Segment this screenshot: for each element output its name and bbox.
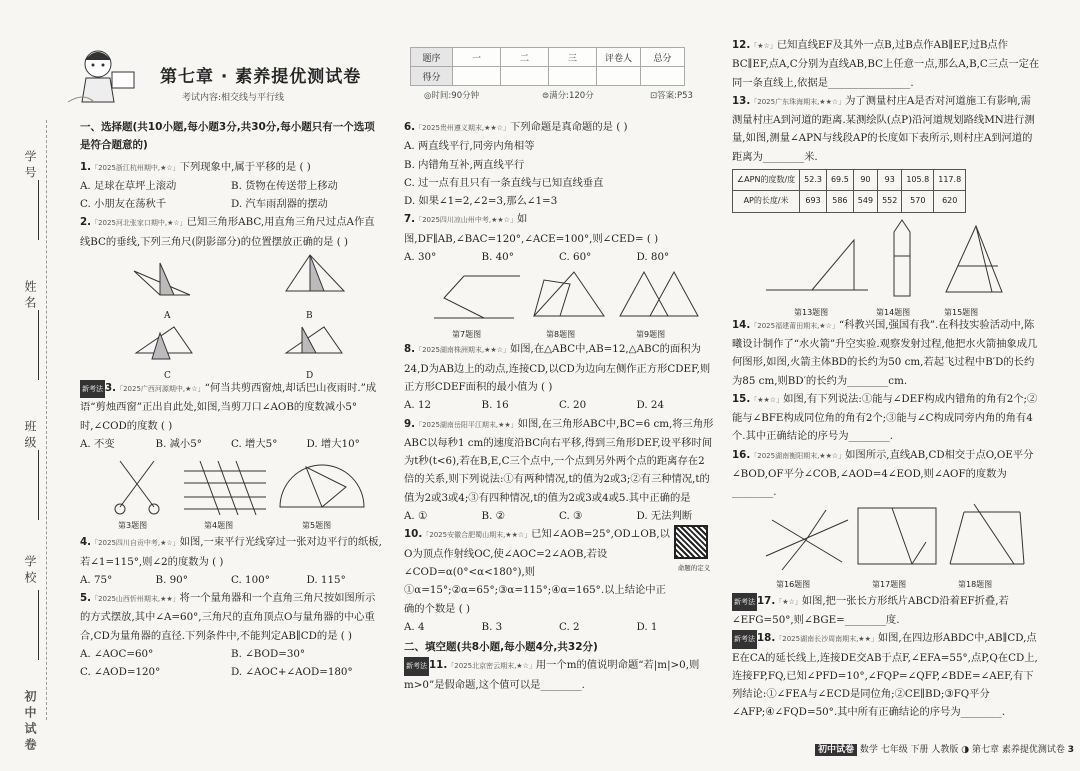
option-d[interactable]: D. ∠AOC+∠AOD=180° <box>231 666 353 679</box>
question-tag: 「2025安徽合肥蜀山期末,★★☆」 <box>422 531 532 540</box>
option-c[interactable]: C. 20 <box>559 399 587 412</box>
question-text: 为了测量村庄A是否对河道施工有影响,需测量村庄A到河道的距离.某测绘队(点P)沿河道规划路线MN进行测量,如图,测量∠APN与线段AP的长度如下表所示,则村庄A到河道的距离为________米. <box>732 94 1035 163</box>
question-text: 已知直线EF及其外一点B,过B点作AB∥EF,过B点作BC∥EF,点A,C分别为直线AB,BC上任意一点,那么A,B,C三点一定在同一条直线上,依据是________________. <box>732 39 1040 89</box>
fill-line <box>38 310 39 380</box>
footer-text: 数学 七年级 下册 人教版 ◑ 第七章 素养提优测试卷 <box>859 745 1065 755</box>
column-3 <box>732 36 1040 722</box>
option-d[interactable]: D. 24 <box>636 399 665 412</box>
page-title: 第七章 · 素养提优测试卷 <box>160 67 362 87</box>
q7-9-figures <box>404 266 714 340</box>
option-d[interactable]: D. 80° <box>636 251 670 264</box>
q13-15-figures <box>732 216 1040 316</box>
question-number: 7. <box>404 213 416 226</box>
figure-caption: 第15题图 <box>944 307 979 317</box>
figure-caption: 第17题图 <box>872 579 907 589</box>
score-cell[interactable] <box>549 67 597 86</box>
question-text: 如图,把一张长方形纸片ABCD沿着EF折叠,若∠EFG=50°,则∠BGE=________度. <box>732 594 1009 626</box>
option-b[interactable]: B. 货物在传送带上移动 <box>231 179 338 192</box>
option-a[interactable]: A. 4 <box>404 620 425 633</box>
question-number: 10. <box>404 528 423 541</box>
question-text: 如图所示,直线AB,CD相交于点O,OE平分∠BOD,OF平分∠COB,∠AOD=4∠EOD,则∠AOF的度数为________. <box>732 448 1034 499</box>
figure-label-b: B <box>306 311 313 322</box>
figure-caption: 第5题图 <box>302 521 332 531</box>
question-text: 如图,有下列说法:①能与∠DEF构成内错角的角有2个;②能与∠BFE构成同位角的角有2个;③能与∠C构成同旁内角的角有4个.其中正确结论的序号为________. <box>732 392 1038 443</box>
option-a[interactable]: A. ∠AOC=60° <box>80 648 154 661</box>
header <box>64 40 724 106</box>
footer <box>815 742 1074 755</box>
options <box>404 618 714 636</box>
intersecting-lines-figure <box>762 506 852 572</box>
option-c[interactable]: C. 过一点有且只有一条直线与已知直线垂直 <box>404 176 604 189</box>
option-c[interactable]: C. ③ <box>559 510 583 523</box>
question-number: 17. <box>757 594 776 607</box>
page-subtitle: 考试内容:相交线与平行线 <box>182 93 285 103</box>
option-d[interactable]: D. 如果∠1=2,∠2=3,那么∠1=3 <box>404 195 558 208</box>
question-tag: 「2025河北张家口期中,★☆」 <box>91 219 187 228</box>
table-cell: 69.5 <box>826 170 853 191</box>
q16-18-figures <box>732 502 1040 592</box>
question-text: 将一个量角器和一个直角三角尺按如图所示的方式摆放,其中∠A=60°,三角尺的直角顶点O与量角器的中心重合,CD为量角器的直径.下列条件中,不能判定AB∥CD的是 ( ) <box>80 592 376 642</box>
question-text: 如图,在三角形ABC中,BC=6 cm,将三角形ABC以每秒1 cm的速度沿BC向右平移,得到三角形DEF,设平移时间为t秒(t<6),若在B,E,C三个点中,一个点到另外两个点的距离存在2倍的关系,则下列说法:①有两种情况,t的值为2或3;②有三种情况,t的值为2或3或4;③有四种情况,t的值为2或3或4或5.其中正确的是 <box>404 417 714 504</box>
water-rocket-figure <box>882 216 922 300</box>
cut-line <box>46 120 47 720</box>
table-header: ∠APN的度数/度 <box>733 170 800 191</box>
triangle-figure-a <box>130 255 200 307</box>
question-tag: 「★☆」 <box>750 42 777 50</box>
question-tag: 「★☆」 <box>775 597 802 606</box>
table-cell: 620 <box>934 191 966 212</box>
figure-label-c: C <box>164 371 171 382</box>
column-2 <box>404 118 714 694</box>
option-a[interactable]: A. 30° <box>404 251 437 264</box>
options <box>80 645 382 663</box>
option-c[interactable]: C. 60° <box>559 251 592 264</box>
q2-figures <box>80 251 382 382</box>
new-method-badge: 新考法 <box>732 630 757 648</box>
question-number: 5. <box>80 592 92 605</box>
question-text: 下列命题是真命题的是 ( ) <box>509 121 628 133</box>
question-text: “何当共剪西窗烛,却话巴山夜雨时.”成语“剪烛西窗”正出自此处,如图,当剪刀口∠AOB的度数减小5°时,∠COD的度数 ( ) <box>80 382 377 432</box>
figure-label-d: D <box>306 371 314 382</box>
angles-figure <box>936 222 1012 300</box>
parallel-light-figure <box>180 457 270 515</box>
option-c[interactable]: C. 增大5° <box>231 437 278 450</box>
qr-caption: 命题的定义 <box>677 564 711 573</box>
score-cell[interactable] <box>501 67 549 86</box>
mascot-icon <box>64 42 152 106</box>
question-tag: 「2025湖南岳阳平江期末,★★」 <box>415 420 518 429</box>
figure-caption: 第16题图 <box>776 579 811 589</box>
parallel-lines-figure <box>424 268 524 324</box>
score-header: 一 <box>453 48 501 67</box>
triangle-figure-c <box>130 323 200 369</box>
new-method-badge: 新考法 <box>404 657 429 675</box>
label-banji: 班级 <box>23 420 37 452</box>
figure-label-a: A <box>164 311 171 322</box>
question-tag: 「2025广西河源期中,★☆」 <box>116 385 205 394</box>
option-d[interactable]: D. 1 <box>636 620 658 633</box>
option-d[interactable]: D. 115° <box>306 573 346 586</box>
square-triangle-figure <box>524 266 610 324</box>
figure-caption: 第14题图 <box>876 307 911 317</box>
question-number: 12. <box>732 39 751 51</box>
question-text: 已知∠AOB=25°,OD⊥OB,以O为顶点作射线OC,使∠AOC=2∠AOB,若设∠COD=α(0°<α<180°),则①α=15°;②α=65°;③α=115°;④α=165°.以上结论中正确的个数是 ( ) <box>404 528 670 615</box>
table-cell: 93 <box>878 170 902 191</box>
figure-caption: 第9题图 <box>636 330 666 340</box>
score-table <box>410 47 685 86</box>
question-tag: 「2025福建莆田期末,★☆」 <box>750 321 839 330</box>
table-cell: 552 <box>878 191 902 212</box>
table-header: AP的长度/米 <box>733 191 800 212</box>
quadrilateral-figure <box>944 502 1028 572</box>
figure-caption: 第18题图 <box>958 579 993 589</box>
option-a[interactable]: A. 足球在草坪上滚动 <box>80 179 177 192</box>
page-number: 3 <box>1067 745 1074 755</box>
figure-caption: 第13题图 <box>794 307 829 317</box>
option-d[interactable]: D. 增大10° <box>306 437 360 450</box>
river-figure <box>762 224 872 300</box>
question-tag: 「2025湖南衡阳期末,★★☆」 <box>750 451 846 460</box>
table-cell: 105.8 <box>902 170 934 191</box>
new-method-badge: 新考法 <box>732 593 757 611</box>
triangle-figure-d <box>280 323 350 369</box>
question-number: 6. <box>404 121 416 133</box>
option-a[interactable]: A. 75° <box>80 573 113 586</box>
section-heading: 一、选择题(共10小题,每小题3分,共30分,每小题只有一个选项是符合题意的) <box>80 121 375 152</box>
question-text: 如图,一束平行光线穿过一张对边平行的纸板,若∠1=115°,则∠2的度数为 ( ) <box>80 536 382 568</box>
question-number: 13. <box>732 94 751 107</box>
triangle-figure-b <box>280 251 350 307</box>
option-b[interactable]: B. ② <box>481 510 505 523</box>
option-b[interactable]: B. 内错角互补,两直线平行 <box>404 158 525 171</box>
question-number: 15. <box>732 392 751 405</box>
options <box>80 571 382 589</box>
options <box>404 507 714 525</box>
figure-caption: 第3题图 <box>118 521 148 531</box>
score-header: 三 <box>549 48 597 67</box>
question-text: 下列现象中,属于平移的是 ( ) <box>179 160 311 173</box>
options <box>404 396 714 414</box>
table-cell: 117.8 <box>934 170 966 191</box>
option-a[interactable]: A. ① <box>404 510 428 523</box>
table-cell: 52.3 <box>800 170 827 191</box>
option-a[interactable]: A. 不变 <box>80 437 115 450</box>
figure-caption: 第7题图 <box>452 330 482 340</box>
q3-5-figures <box>80 453 382 533</box>
question-tag: 「2025贵州遵义期末,★★☆」 <box>415 124 510 132</box>
question-number: 4. <box>80 536 92 549</box>
question-number: 3. <box>105 382 117 395</box>
translation-figure <box>614 266 706 324</box>
question-number: 1. <box>80 160 92 173</box>
question-text: 已知三角形ABC,用直角三角尺过点A作直线BC的垂线,下列三角尺(阴影部分)的位置摆放正确的是 ( ) <box>80 216 375 248</box>
option-b[interactable]: B. 减小5° <box>155 437 202 450</box>
question-text: 用一个m的值说明命题“若|m|>0,则m>0”是假命题,这个值可以是________. <box>404 659 700 691</box>
option-b[interactable]: B. 40° <box>481 251 514 264</box>
section-heading: 二、填空题(共8小题,每小题4分,共32分) <box>404 641 598 654</box>
question-tag: 「2025湖南长沙周南期末,★★」 <box>775 635 878 644</box>
exam-time: ◎时间:90分钟 <box>424 91 480 101</box>
measurement-table <box>732 169 966 213</box>
table-cell: 549 <box>853 191 877 212</box>
score-cell[interactable] <box>453 67 501 86</box>
question-tag: 「2025北京密云期末,★☆」 <box>447 662 536 671</box>
option-c[interactable]: C. 100° <box>231 573 270 586</box>
new-method-badge: 新考法 <box>80 380 105 398</box>
options <box>80 435 382 453</box>
question-number: 8. <box>404 343 416 356</box>
label-xuehao: 学号 <box>23 150 37 182</box>
table-cell: 693 <box>800 191 827 212</box>
option-b[interactable]: B. 90° <box>155 573 188 586</box>
label-xingming: 姓名 <box>23 280 37 312</box>
question-number: 11. <box>429 659 448 672</box>
option-b[interactable]: B. 16 <box>481 399 509 412</box>
options <box>404 248 714 266</box>
question-text: “科教兴国,强国有我”.在科技实验活动中,陈曦设计制作了“水火箭”升空实验.观察发射过程,他把水火箭抽象成几何图形,如图,火箭主体BD的长约为50 cm,若起飞过程中B′D的长约为85 cm,则BD′的长约为________cm. <box>732 318 1038 387</box>
question-number: 14. <box>732 318 751 331</box>
question-tag: 「2025四川自贡中考,★☆」 <box>91 539 180 548</box>
question-text: 如图,DF∥AB,∠BAC=120°,∠ACE=100°,则∠CED= ( ) <box>404 213 659 245</box>
score-header: 二 <box>501 48 549 67</box>
figure-caption: 第4题图 <box>204 521 234 531</box>
question-tag: 「2025山西忻州期末,★★」 <box>91 595 180 604</box>
question-tag: 「2025四川凉山州中考,★★☆」 <box>415 216 517 225</box>
score-cell[interactable] <box>597 67 641 86</box>
question-number: 2. <box>80 216 92 229</box>
options <box>80 177 382 195</box>
question-tag: 「★★☆」 <box>750 395 784 404</box>
exam-full-score: ⊜满分:120分 <box>542 91 594 101</box>
fill-line <box>38 180 39 240</box>
question-tag: 「2025浙江杭州期中,★☆」 <box>91 163 180 172</box>
fill-line <box>38 450 39 520</box>
column-1 <box>80 118 382 682</box>
qr-block <box>674 525 714 617</box>
question-text: 如图,在△ABC中,AB=12,△ABC的面积为24,D为AB边上的动点,连接CD,以CD为边向左侧作正方形CDEF,则正方形CDEF面积的最小值为 ( ) <box>404 343 711 393</box>
exam-answer-page: ⊡答案:P53 <box>650 91 693 101</box>
fill-line <box>38 590 39 660</box>
question-number: 16. <box>732 448 751 461</box>
option-c[interactable]: C. 小朋友在荡秋千 <box>80 198 167 211</box>
footer-brand: 初中试卷 <box>815 744 857 756</box>
option-c[interactable]: C. 2 <box>559 620 580 633</box>
score-cell[interactable] <box>641 67 685 86</box>
question-number: 9. <box>404 417 416 430</box>
question-text: 如图,在四边形ABDC中,AB∥CD,点E在CA的延长线上,连接DE交AB于点F,∠EFA=55°,点P,Q在CD上,连接FP,FQ,已知∠PFD=10°,∠FQP=∠QFP,∠BDE=∠AEF,有下列结论:①∠FEA与∠ECD是同位角;②CE∥BD;③FQ平分∠AFP;④∠FQD=50°.其中所有正确结论的序号为________. <box>732 632 1038 719</box>
question-tag: 「2025广东珠海期末,★★☆」 <box>750 97 846 106</box>
options <box>80 663 382 681</box>
score-header: 总分 <box>641 48 685 67</box>
question-tag: 「2025湖南株洲期末,★★☆」 <box>415 346 510 355</box>
option-d[interactable]: D. 无法判断 <box>636 510 693 523</box>
question-number: 18. <box>757 632 776 645</box>
q10-block <box>404 525 714 617</box>
score-header: 评卷人 <box>597 48 641 67</box>
folded-paper-figure <box>852 502 942 572</box>
option-c[interactable]: C. ∠AOD=120° <box>80 666 161 679</box>
score-row-label: 得分 <box>411 67 453 86</box>
table-cell: 570 <box>902 191 934 212</box>
table-cell: 586 <box>826 191 853 212</box>
left-margin <box>0 0 64 771</box>
table-cell: 90 <box>853 170 877 191</box>
label-xuexiao: 学校 <box>23 555 37 587</box>
scissors-figure <box>110 457 170 515</box>
figure-caption: 第8题图 <box>546 330 576 340</box>
options <box>80 195 382 213</box>
brand-vertical: 初中试卷 <box>23 690 37 754</box>
option-a[interactable]: A. 12 <box>404 399 432 412</box>
qr-code-icon[interactable] <box>674 525 708 559</box>
option-b[interactable]: B. 3 <box>481 620 503 633</box>
option-b[interactable]: B. ∠BOD=30° <box>231 648 306 661</box>
score-header: 题序 <box>411 48 453 67</box>
option-a[interactable]: A. 两直线平行,同旁内角相等 <box>404 140 535 153</box>
option-d[interactable]: D. 汽车雨刮器的摆动 <box>231 198 328 211</box>
protractor-figure <box>276 457 370 515</box>
